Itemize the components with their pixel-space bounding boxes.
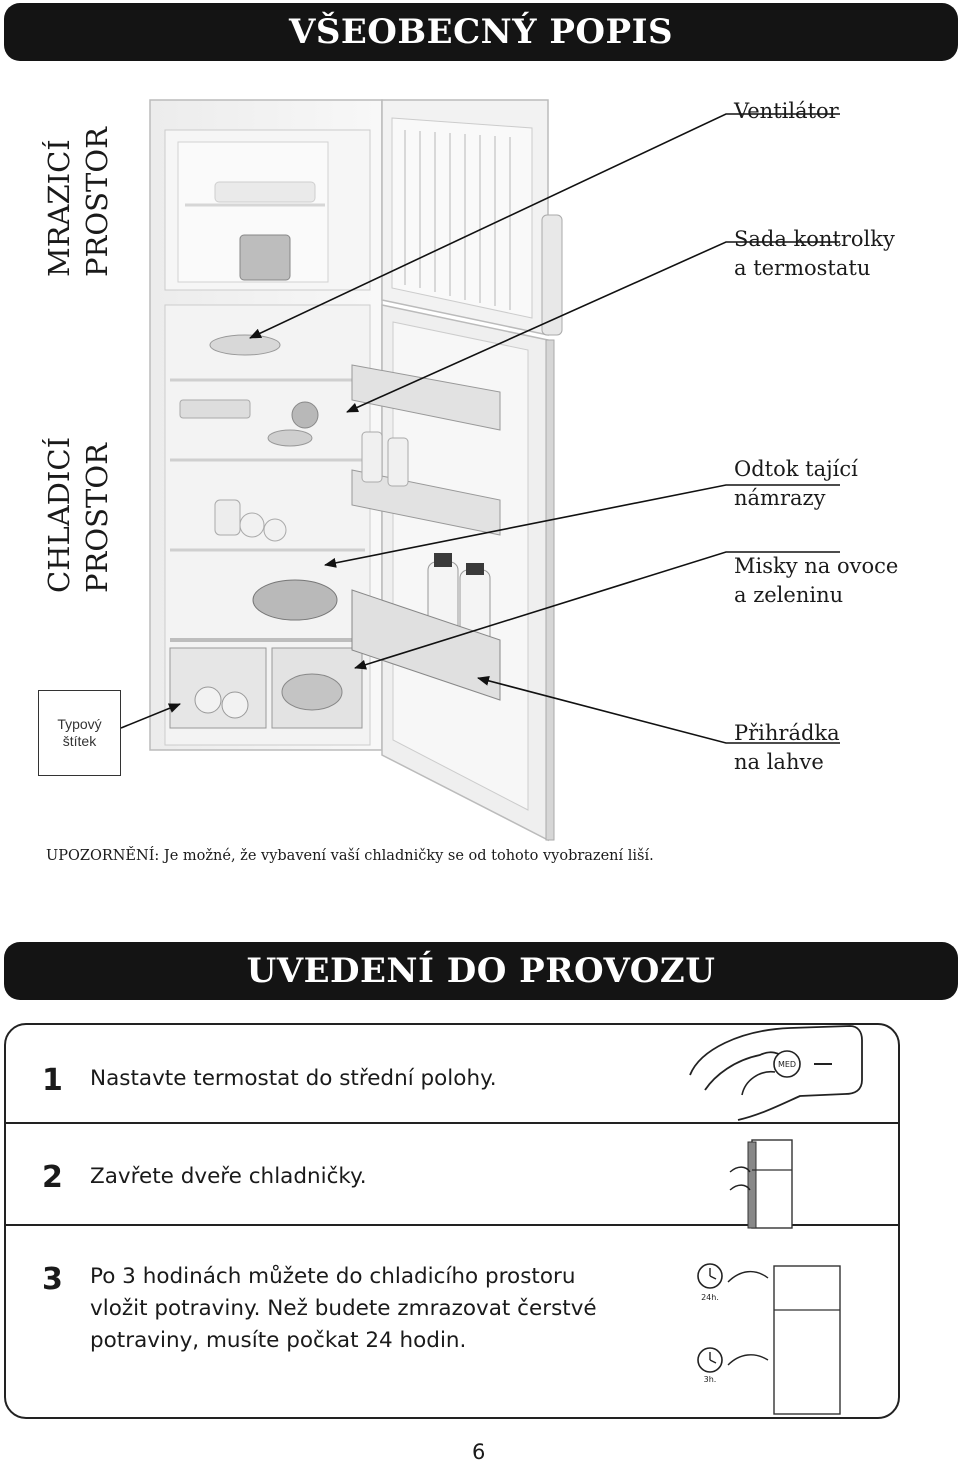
callout-bottle-line1: Přihrádka [734, 721, 840, 745]
callout-fan [734, 97, 839, 126]
callout-bottle-shelf [734, 719, 840, 777]
callout-bottle-line2: na lahve [734, 750, 824, 774]
thermostat-knob-illustration [690, 1026, 862, 1120]
freezer-label-line1: MRAZICÍ [42, 139, 76, 277]
step-text-line1: Zavřete dveře chladničky. [90, 1164, 367, 1189]
closed-fridge-illustration [730, 1140, 792, 1228]
clock-3h-icon [698, 1348, 722, 1384]
step-illustrations [0, 1020, 960, 1420]
fridge-doors [352, 100, 562, 840]
thermostat-knob-label: MED [777, 1060, 797, 1069]
clock-24h-label: 24h. [701, 1293, 719, 1302]
callout-crisper [734, 552, 898, 610]
callout-defrost-line2: námrazy [734, 486, 826, 510]
rating-plate-line2: štítek [62, 733, 97, 749]
callout-crisper-line2: a zeleninu [734, 583, 844, 607]
step-text-line3: potraviny, musíte počkat 24 hodin. [90, 1328, 467, 1353]
step-text-line2: vložit potraviny. Než budete zmrazovat čerstvé [90, 1296, 597, 1321]
clock-24h-icon [698, 1264, 722, 1302]
section-title-text: VŠEOBECNÝ POPIS [288, 12, 674, 52]
fridge-label-line1: CHLADICÍ [42, 436, 76, 593]
step-number: 2 [42, 1160, 63, 1195]
callout-defrost-line1: Odtok tající [734, 457, 858, 481]
step-text-line1: Po 3 hodinách můžete do chladicího prostoru [90, 1264, 576, 1289]
callout-fan-text: Ventilátor [734, 99, 839, 123]
section-title-start-up [4, 942, 958, 1000]
freezer-label-line2: PROSTOR [80, 127, 114, 277]
page-number: 6 [472, 1440, 486, 1464]
fridge-cabinet [150, 100, 382, 750]
callout-crisper-line1: Misky na ovoce [734, 554, 899, 578]
rating-plate-line1: Typový [57, 716, 102, 732]
step-number: 1 [42, 1063, 63, 1098]
warning-note: UPOZORNĚNÍ: Je možné, že vybavení vaší chladničky se od tohoto vyobrazení liší. [46, 848, 654, 864]
callout-thermostat [734, 225, 895, 283]
fridge-label-line2: PROSTOR [80, 443, 114, 593]
step-text-line1: Nastavte termostat do střední polohy. [90, 1066, 497, 1091]
callout-thermostat-line2: a termostatu [734, 256, 871, 280]
rating-plate-label [38, 690, 121, 776]
timing-illustration [698, 1264, 840, 1414]
step-number: 3 [42, 1262, 63, 1297]
clock-3h-label: 3h. [703, 1375, 717, 1384]
callout-thermostat-line1: Sada kontrolky [734, 227, 895, 251]
callout-defrost-drain [734, 455, 858, 513]
section-title-text: UVEDENÍ DO PROVOZU [246, 951, 716, 991]
